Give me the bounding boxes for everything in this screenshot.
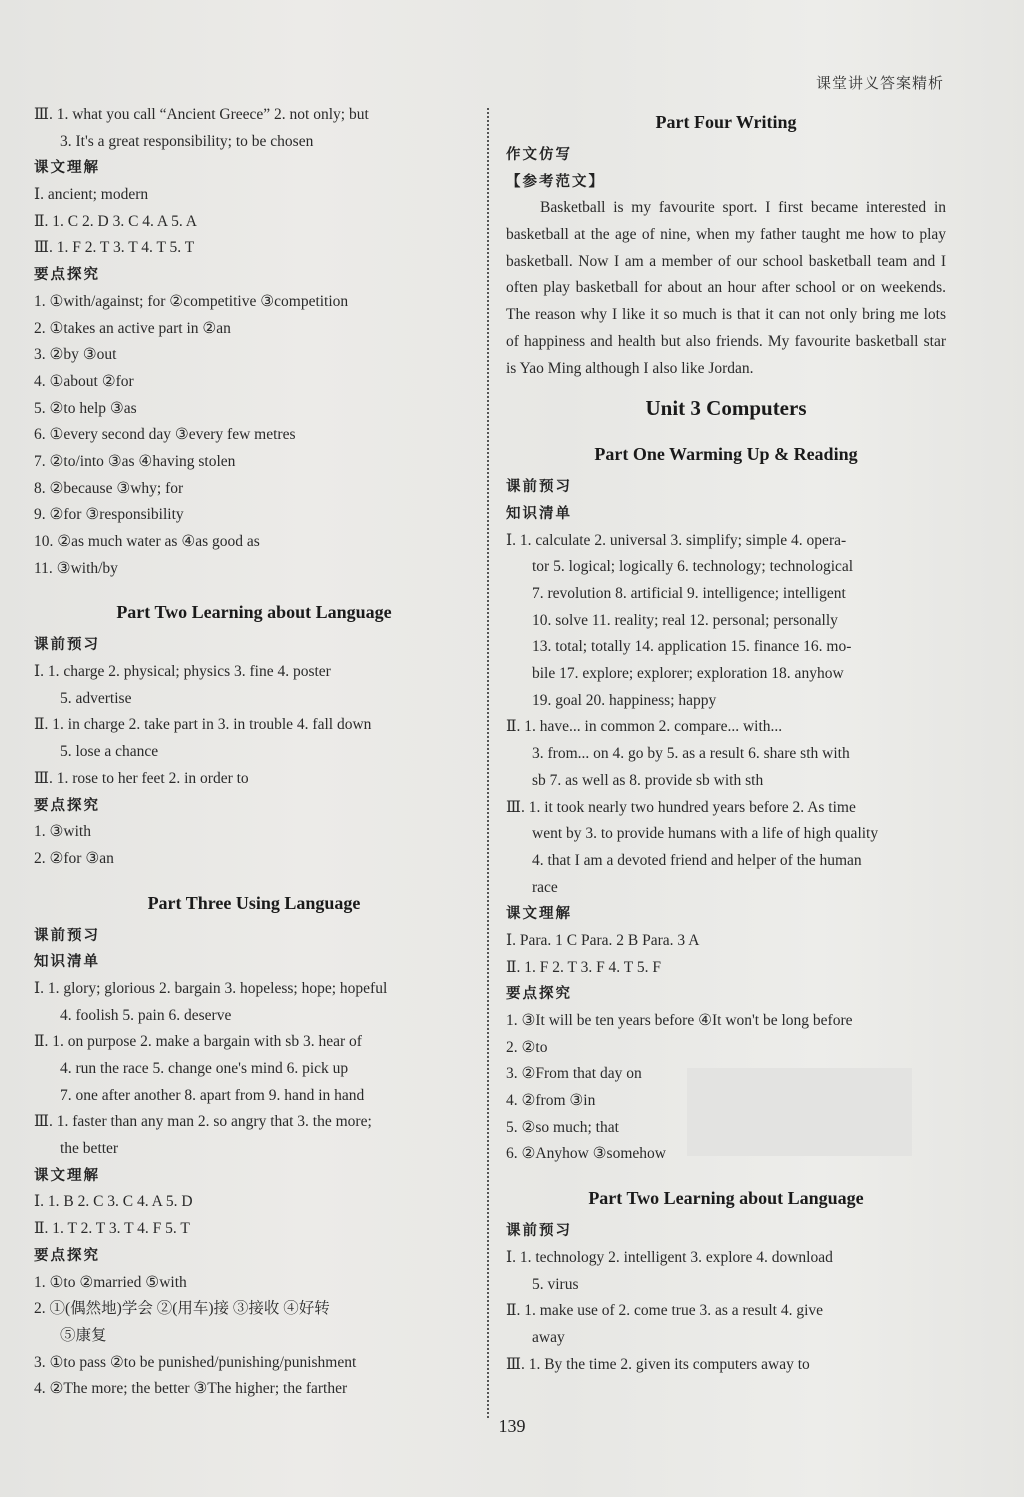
section-heading: 知识清单 bbox=[506, 505, 572, 522]
part-title: Part Three Using Language bbox=[147, 892, 361, 913]
answer-line: 5. ②to help ③as bbox=[34, 399, 137, 417]
answer-line: Ⅰ. 1. B 2. C 3. C 4. A 5. D bbox=[34, 1193, 193, 1211]
answer-line: 3. ②by ③out bbox=[34, 346, 117, 364]
answer-line: Ⅰ. 1. charge 2. physical; physics 3. fine 4. poster bbox=[34, 663, 331, 681]
answer-line: 4. ①about ②for bbox=[34, 372, 134, 390]
answer-line: Ⅲ. 1. it took nearly two hundred years before 2. As time bbox=[506, 798, 856, 816]
answer-line: 5. virus bbox=[532, 1275, 579, 1293]
answer-line: 6. ①every second day ③every few metres bbox=[34, 426, 296, 444]
answer-line: Ⅱ. 1. make use of 2. come true 3. as a result 4. give bbox=[506, 1302, 824, 1320]
answer-line: Ⅰ. 1. calculate 2. universal 3. simplify; simple 4. opera- bbox=[506, 531, 847, 549]
answer-line: Ⅲ. 1. faster than any man 2. so angry that 3. the more; bbox=[34, 1113, 372, 1131]
answer-line: 4. foolish 5. pain 6. deserve bbox=[60, 1006, 232, 1024]
section-heading: 课文理解 bbox=[34, 160, 100, 177]
answer-line: 2. ①takes an active part in ②an bbox=[34, 319, 231, 337]
spacer bbox=[506, 1168, 946, 1178]
section-heading: 要点探究 bbox=[34, 1247, 100, 1264]
part-title: Part Two Learning about Language bbox=[116, 602, 392, 623]
section-heading: 【参考范文】 bbox=[506, 173, 605, 190]
answer-line: 8. ②because ③why; for bbox=[34, 479, 184, 497]
column-divider bbox=[487, 108, 489, 1418]
answer-line: 4. ②The more; the better ③The higher; the farther bbox=[34, 1380, 348, 1398]
answer-line: Ⅲ. 1. F 2. T 3. T 4. T 5. T bbox=[34, 239, 195, 257]
answer-line: Ⅰ. ancient; modern bbox=[34, 186, 149, 204]
answer-line: 9. ②for ③responsibility bbox=[34, 506, 184, 524]
section-heading: 课前预习 bbox=[506, 479, 572, 496]
answer-line: 2. ①(偶然地)学会 ②(用车)接 ③接收 ④好转 bbox=[34, 1300, 330, 1318]
running-head: 课堂讲义答案精析 bbox=[815, 74, 944, 92]
answer-line: Ⅱ. 1. in charge 2. take part in 3. in trouble 4. fall down bbox=[34, 716, 372, 734]
answer-line: 4. ②from ③in bbox=[506, 1092, 596, 1110]
blank-patch bbox=[687, 1068, 912, 1156]
part-title: Part Four Writing bbox=[655, 112, 797, 132]
answer-line: Ⅰ. Para. 1 C Para. 2 B Para. 3 A bbox=[506, 931, 700, 949]
answer-line: 10. solve 11. reality; real 12. personal; personally bbox=[532, 611, 838, 629]
spacer bbox=[506, 382, 946, 392]
answer-line: Ⅲ. 1. By the time 2. given its computers away to bbox=[506, 1355, 810, 1373]
page-number: 139 bbox=[498, 1416, 526, 1436]
spacer bbox=[506, 424, 946, 434]
right-column bbox=[506, 102, 946, 1378]
answer-line: 3. from... on 4. go by 5. as a result 6. share sth with bbox=[532, 745, 850, 763]
answer-line: 2. ②to bbox=[506, 1038, 548, 1056]
answer-line: 7. ②to/into ③as ④having stolen bbox=[34, 452, 236, 470]
answer-line: 1. ③with bbox=[34, 823, 91, 841]
answer-line: 2. ②for ③an bbox=[34, 849, 114, 867]
section-heading: 课前预习 bbox=[34, 637, 100, 654]
unit-title: Unit 3 Computers bbox=[645, 396, 807, 421]
answer-line: 6. ②Anyhow ③somehow bbox=[506, 1145, 666, 1163]
answer-line: 1. ③It will be ten years before ④It won't be long before bbox=[506, 1012, 853, 1030]
answer-line: 3. It's a great responsibility; to be chosen bbox=[60, 132, 314, 150]
answer-line: 4. that I am a devoted friend and helper of the human bbox=[532, 851, 862, 869]
section-heading: 课前预习 bbox=[506, 1223, 572, 1240]
answer-line: 5. lose a chance bbox=[60, 743, 159, 761]
spacer bbox=[34, 582, 474, 592]
sample-essay: Basketball is my favourite sport. I first became interested in basketball at the age of nine, when my father taught me how to play basketball. Now I am a member of our school basketball team and I often play basketball for about an hour after school or on weekends. The reason why I like it so much is that it can not only bring me lots of happiness and health but also friends. My favourite basketball star is Yao Ming although I also like Jordan. bbox=[506, 199, 946, 377]
section-heading: 课文理解 bbox=[34, 1167, 100, 1184]
spacer bbox=[34, 873, 474, 883]
part-title: Part Two Learning about Language bbox=[588, 1188, 864, 1209]
answer-line: away bbox=[532, 1328, 565, 1346]
answer-line: went by 3. to provide humans with a life of high quality bbox=[532, 825, 879, 843]
answer-line: Ⅰ. 1. glory; glorious 2. bargain 3. hopeless; hope; hopeful bbox=[34, 979, 388, 997]
section-heading: 要点探究 bbox=[34, 267, 100, 284]
section-heading: 知识清单 bbox=[34, 954, 100, 971]
answer-line: Ⅱ. 1. C 2. D 3. C 4. A 5. A bbox=[34, 212, 197, 230]
answer-line: tor 5. logical; logically 6. technology; technological bbox=[532, 558, 854, 576]
answer-line: 1. ①with/against; for ②competitive ③competition bbox=[34, 292, 349, 310]
answer-line: Ⅲ. 1. rose to her feet 2. in order to bbox=[34, 769, 249, 787]
answer-line: 4. run the race 5. change one's mind 6. pick up bbox=[60, 1060, 349, 1077]
answer-line: Ⅱ. 1. T 2. T 3. T 4. F 5. T bbox=[34, 1220, 190, 1238]
section-heading: 要点探究 bbox=[506, 986, 572, 1003]
left-column bbox=[34, 102, 474, 1403]
part-title: Part One Warming Up & Reading bbox=[594, 444, 858, 465]
answer-line: 1. ①to ②married ⑤with bbox=[34, 1273, 187, 1291]
answer-line: 11. ③with/by bbox=[34, 559, 118, 577]
answer-line: 3. ②From that day on bbox=[506, 1065, 642, 1083]
answer-line: race bbox=[532, 878, 558, 896]
answer-line: 7. revolution 8. artificial 9. intelligence; intelligent bbox=[532, 585, 846, 603]
answer-line: Ⅲ. 1. what you call “Ancient Greece” 2. not only; but bbox=[34, 106, 369, 123]
answer-line: Ⅱ. 1. on purpose 2. make a bargain with sb 3. hear of bbox=[34, 1033, 362, 1051]
answer-line: 7. one after another 8. apart from 9. hand in hand bbox=[60, 1086, 365, 1104]
answer-line: sb 7. as well as 8. provide sb with sth bbox=[532, 771, 764, 789]
answer-line: Ⅱ. 1. have... in common 2. compare... with... bbox=[506, 718, 783, 736]
section-heading: 作文仿写 bbox=[506, 147, 572, 163]
answer-line: 13. total; totally 14. application 15. finance 16. mo- bbox=[532, 638, 852, 656]
section-heading: 课前预习 bbox=[34, 927, 100, 944]
answer-line: 5. advertise bbox=[60, 689, 132, 707]
answer-line: 5. ②so much; that bbox=[506, 1118, 619, 1136]
answer-line: the better bbox=[60, 1140, 119, 1158]
answer-line: 10. ②as much water as ④as good as bbox=[34, 533, 260, 550]
answer-line: 3. ①to pass ②to be punished/punishing/punishment bbox=[34, 1353, 357, 1371]
answer-line: Ⅰ. 1. technology 2. intelligent 3. explore 4. download bbox=[506, 1248, 833, 1266]
section-heading: 要点探究 bbox=[34, 797, 100, 814]
answer-line: Ⅱ. 1. F 2. T 3. F 4. T 5. F bbox=[506, 958, 661, 976]
answer-line: ⑤康复 bbox=[60, 1326, 107, 1344]
section-heading: 课文理解 bbox=[506, 906, 572, 923]
answer-line: bile 17. explore; explorer; exploration 18. anyhow bbox=[532, 665, 844, 683]
answer-line: 19. goal 20. happiness; happy bbox=[532, 691, 717, 709]
